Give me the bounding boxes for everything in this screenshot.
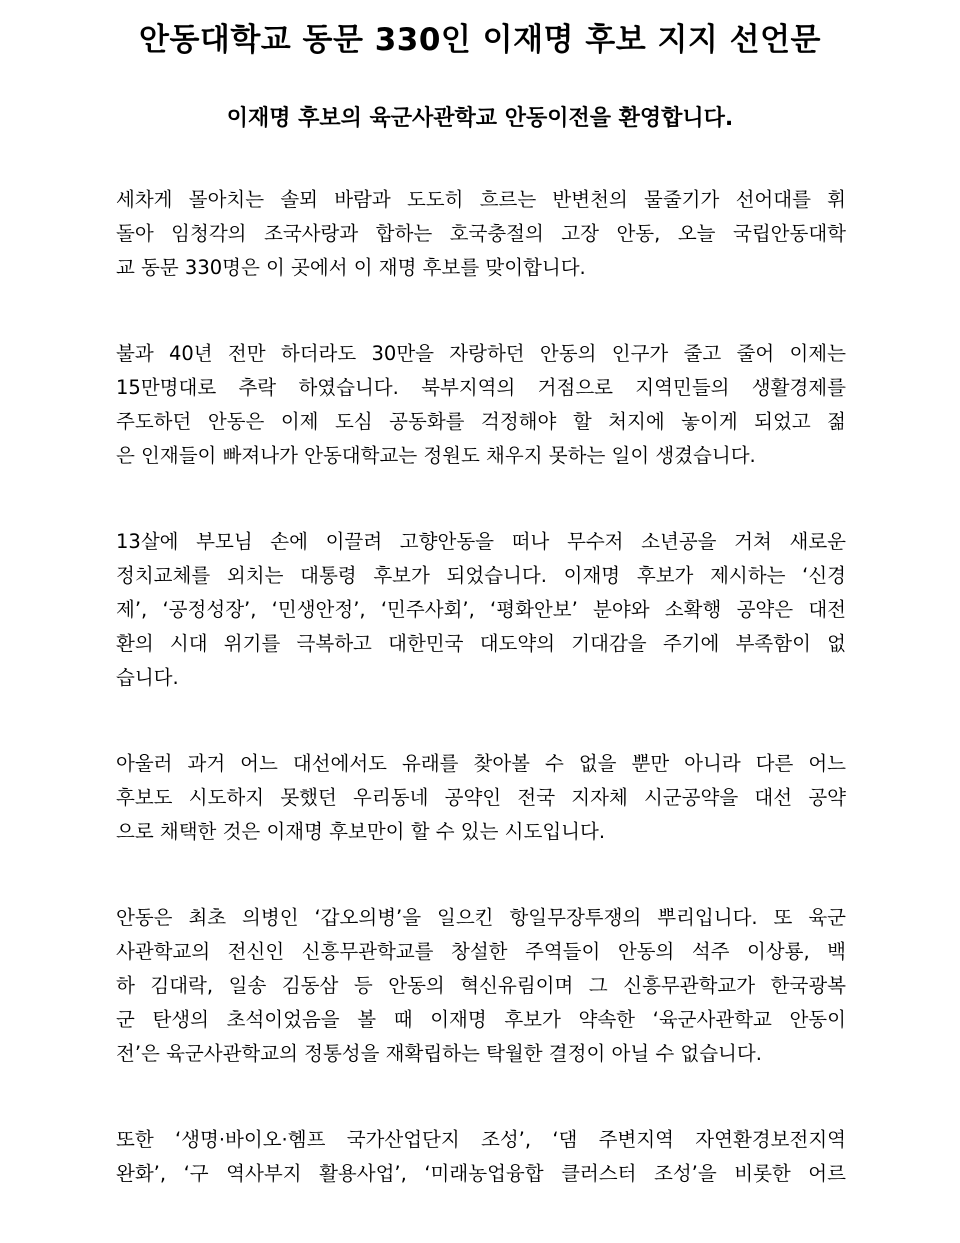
- paragraph-line: 정치교체를 외치는 대통령 후보가 되었습니다. 이재명 후보가 제시하는 ‘신경: [116, 564, 846, 587]
- paragraph-line: 세차게 몰아치는 솔뫼 바람과 도도히 흐르는 반변천의 물줄기가 선어대를 휘: [116, 188, 846, 211]
- document-body: [116, 183, 846, 1243]
- paragraph: [116, 747, 846, 849]
- paragraph-line: 안동은 최초 의병인 ‘갑오의병’을 일으킨 항일무장투쟁의 뿌리입니다. 또 육군: [116, 906, 846, 929]
- paragraph-line: 사관학교의 전신인 신흥무관학교를 창설한 주역들이 안동의 석주 이상룡, 백: [116, 940, 846, 963]
- paragraph-line: 주도하던 안동은 이제 도심 공동화를 걱정해야 할 처지에 놓이게 되었고 젊: [116, 410, 846, 433]
- document-title: 안동대학교 동문 330인 이재명 후보 지지 선언문: [139, 22, 821, 58]
- paragraph-line: 제’, ‘공정성장’, ‘민생안정’, ‘민주사회’, ‘평화안보’ 분야와 소확행 공약은 대전: [116, 598, 846, 621]
- paragraph-line: 후보도 시도하지 못했던 우리동네 공약인 전국 지자체 시군공약을 대선 공약: [116, 786, 846, 809]
- paragraph: [116, 525, 846, 695]
- paragraph-line: 15만명대로 추락 하였습니다. 북부지역의 거점으로 지역민들의 생활경제를: [116, 376, 846, 399]
- document-subtitle: 이재명 후보의 육군사관학교 안동이전을 환영합니다.: [226, 106, 734, 131]
- paragraph-line: 교 동문 330명은 이 곳에서 이 재명 후보를 맞이합니다.: [116, 256, 586, 279]
- paragraph-line: 으로 채택한 것은 이재명 후보만이 할 수 있는 시도입니다.: [116, 820, 606, 843]
- paragraph-line: 또한 ‘생명·바이오·헴프 국가산업단지 조성’, ‘댐 주변지역 자연환경보전지역: [116, 1128, 846, 1151]
- paragraph-line: 전’은 육군사관학교의 정통성을 재확립하는 탁월한 결정이 아닐 수 없습니다.: [116, 1042, 762, 1065]
- paragraph-line: 13살에 부모님 손에 이끌려 고향안동을 떠나 무수저 소년공을 거쳐 새로운: [116, 530, 846, 553]
- paragraph-line: 습니다.: [116, 666, 179, 689]
- paragraph: [116, 901, 846, 1071]
- paragraph-line: 완화’, ‘구 역사부지 활용사업’, ‘미래농업융합 클러스터 조성’을 비롯한 어르: [116, 1162, 846, 1185]
- paragraph-line: 불과 40년 전만 하더라도 30만을 자랑하던 안동의 인구가 줄고 줄어 이제는: [116, 342, 846, 365]
- paragraph-line: 하 김대락, 일송 김동삼 등 안동의 혁신유림이며 그 신흥무관학교가 한국광복: [116, 974, 846, 997]
- paragraph: [116, 1123, 846, 1191]
- paragraph: [116, 183, 846, 285]
- paragraph-line: 군 탄생의 초석이었음을 볼 때 이재명 후보가 약속한 ‘육군사관학교 안동이: [116, 1008, 846, 1031]
- paragraph: [116, 337, 846, 473]
- paragraph-line: 아울러 과거 어느 대선에서도 유래를 찾아볼 수 없을 뿐만 아니라 다른 어느: [116, 752, 846, 775]
- paragraph-line: 은 인재들이 빠져나가 안동대학교는 정원도 채우지 못하는 일이 생겼습니다.: [116, 444, 756, 467]
- paragraph-line: 돌아 임청각의 조국사랑과 합하는 호국충절의 고장 안동, 오늘 국립안동대학: [116, 222, 846, 245]
- paragraph-line: 환의 시대 위기를 극복하고 대한민국 대도약의 기대감을 주기에 부족함이 없: [116, 632, 846, 655]
